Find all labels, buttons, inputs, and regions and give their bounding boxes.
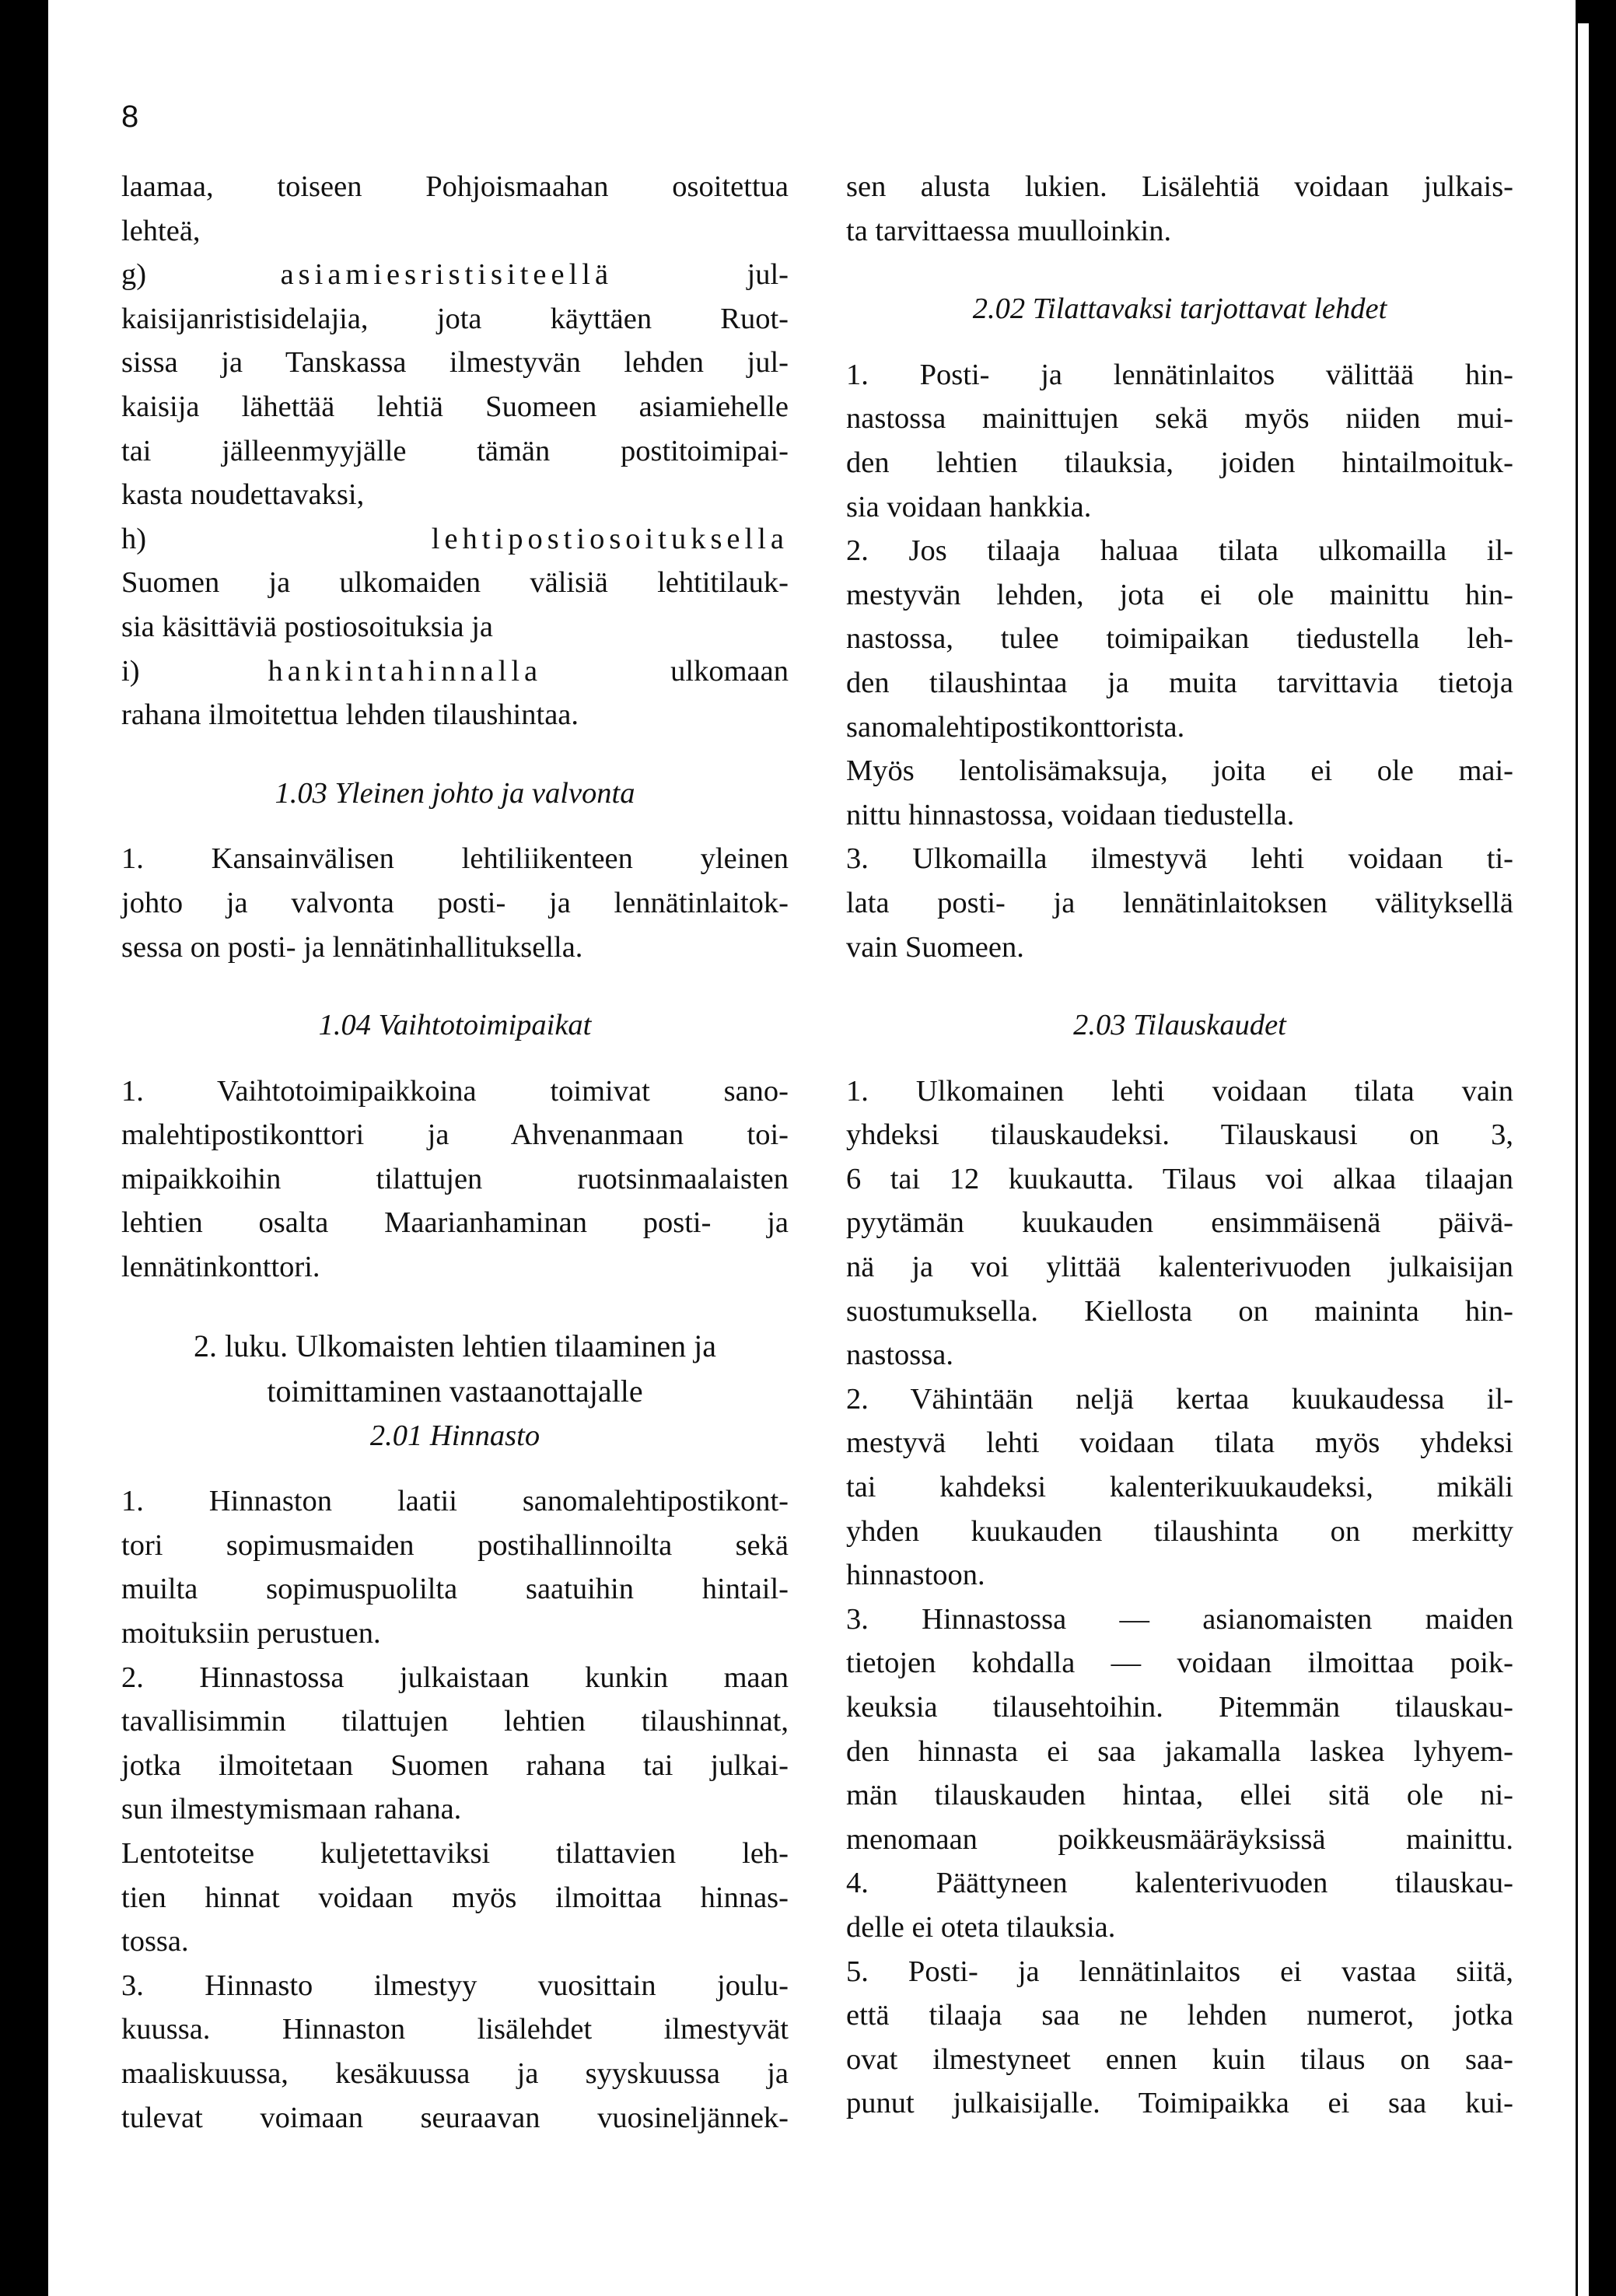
text-line: 2. Jos tilaaja haluaa tilata ulkomailla il- <box>846 534 1513 568</box>
section-heading-1-03: 1.03 Yleinen johto ja valvonta <box>275 776 635 810</box>
section-2-01-text <box>121 1479 789 2140</box>
item-i-spaced-term: hankintahinnalla <box>268 654 543 688</box>
text-line: män tilauskauden hintaa, ellei sitä ole ni- <box>846 1779 1513 1812</box>
text-line: kaisijanristisidelajia, jota käyttäen Ruot- <box>121 302 789 335</box>
text-line: kaisija lähettää lehtiä Suomeen asiamiehelle <box>121 390 789 423</box>
chapter-heading-line: 2. luku. Ulkomaisten lehtien tilaaminen ja <box>193 1328 717 1363</box>
item-h-line <box>121 517 789 562</box>
item-h-spaced-term: lehtipostiosoituksella <box>431 522 789 555</box>
text-line: sessa on posti- ja lennätinhallituksella. <box>121 930 583 964</box>
text-line: rahana ilmoitettua lehden tilaushintaa. <box>121 698 579 732</box>
text-line: johto ja valvonta posti- ja lennätinlaitok- <box>121 886 789 919</box>
text-line: laamaa, toiseen Pohjoismaahan osoitettua <box>121 170 789 203</box>
text-line: tien hinnat voidaan myös ilmoittaa hinnas- <box>121 1881 789 1914</box>
text-line: 2. Vähintään neljä kertaa kuukaudessa il- <box>846 1382 1513 1416</box>
text-line: den tilaushintaa ja muita tarvittavia tietoja <box>846 666 1513 699</box>
text-line: 3. Hinnastossa — asianomaisten maiden <box>846 1602 1513 1636</box>
text-line: 3. Hinnasto ilmestyy vuosittain joulu- <box>121 1969 789 2002</box>
text-line: 6 tai 12 kuukautta. Tilaus voi alkaa tilaajan <box>846 1162 1513 1195</box>
text-line: den lehtien tilauksia, joiden hintailmoituk- <box>846 446 1513 479</box>
section-heading-2-01: 2.01 Hinnasto <box>369 1419 540 1452</box>
item-h-prefix: h) <box>121 522 432 555</box>
text-line: ta tarvittaessa muulloinkin. <box>846 214 1172 247</box>
text-line: mipaikkoihin tilattujen ruotsinmaalaisten <box>121 1162 789 1195</box>
item-g-prefix: g) <box>121 258 281 292</box>
text-line: sia voidaan hankkia. <box>846 490 1092 523</box>
text-line: sissa ja Tanskassa ilmestyvän lehden jul- <box>121 346 789 380</box>
text-line: 1. Hinnaston laatii sanomalehtipostikont- <box>121 1485 789 1518</box>
text-line: että tilaaja saa ne lehden numerot, jotka <box>846 1999 1513 2032</box>
text-line: 4. Päättyneen kalenterivuoden tilauskau- <box>846 1867 1513 1900</box>
text-line: lehteä, <box>121 214 201 247</box>
text-line: Suomen ja ulkomaiden välisiä lehtitilauk- <box>121 566 789 600</box>
scan-edge-rule <box>1576 23 1589 2296</box>
text-line: nastossa, tulee toimipaikan tiedustella leh- <box>846 622 1513 656</box>
text-line: sia käsittäviä postiosoituksia ja <box>121 610 493 643</box>
text-line: nastossa mainittujen sekä myös niiden mui- <box>846 402 1513 436</box>
item-i-prefix: i) <box>121 654 268 688</box>
text-line: 2. Hinnastossa julkaistaan kunkin maan <box>121 1661 789 1694</box>
item-g-suffix: jul- <box>613 258 789 292</box>
text-line: Myös lentolisämaksuja, joita ei ole mai- <box>846 754 1513 788</box>
section-1-03-text <box>121 837 789 969</box>
text-line: ovat ilmestyneet ennen kuin tilaus on saa- <box>846 2042 1513 2076</box>
text-line: jotka ilmoitetaan Suomen rahana tai julkai- <box>121 1748 789 1782</box>
text-line: muilta sopimuspuolilta saatuihin hintail- <box>121 1573 789 1606</box>
text-line: maaliskuussa, kesäkuussa ja syyskuussa ja <box>121 2056 789 2090</box>
text-line: hinnastoon. <box>846 1559 985 1592</box>
text-line: vain Suomeen. <box>846 930 1024 964</box>
text-line: nä ja voi ylittää kalenterivuoden julkaisijan <box>846 1251 1513 1284</box>
chapter-heading <box>121 1324 789 1414</box>
text-line: 1. Vaihtotoimipaikkoina toimivat sano- <box>121 1074 789 1108</box>
text-line: tai jälleenmyyjälle tämän postitoimipai- <box>121 434 789 467</box>
right-intro-text <box>846 165 1513 253</box>
text-line: Lentoteitse kuljetettaviksi tilattavien leh- <box>121 1837 789 1870</box>
text-line: 1. Kansainvälisen lehtiliikenteen yleinen <box>121 842 789 876</box>
document-page <box>48 0 1576 2296</box>
page-number: 8 <box>121 100 139 134</box>
text-line: sanomalehtipostikonttorista. <box>846 710 1185 744</box>
section-heading-2-02: 2.02 Tilattavaksi tarjottavat lehdet <box>972 292 1387 326</box>
section-heading-2-03: 2.03 Tilauskaudet <box>1073 1009 1286 1042</box>
text-line: 3. Ulkomailla ilmestyvä lehti voidaan ti- <box>846 842 1513 876</box>
item-i-suffix: ulkomaan <box>542 654 789 688</box>
left-column <box>121 165 789 2140</box>
item-i-line <box>121 649 789 694</box>
text-line: sen alusta lukien. Lisälehtiä voidaan julkais- <box>846 170 1513 203</box>
text-line: 1. Ulkomainen lehti voidaan tilata vain <box>846 1074 1513 1108</box>
item-g-spaced-term: asiamiesristisiteellä <box>280 258 614 292</box>
text-line: kuussa. Hinnaston lisälehdet ilmestyvät <box>121 2013 789 2046</box>
section-1-04-text <box>121 1069 789 1290</box>
text-line: 1. Posti- ja lennätinlaitos välittää hin- <box>846 358 1513 391</box>
section-2-02-text <box>846 353 1513 969</box>
text-line: mestyvän lehden, jota ei ole mainittu hin- <box>846 578 1513 611</box>
text-line: sun ilmestymismaan rahana. <box>121 1793 462 1826</box>
item-g-line <box>121 253 789 297</box>
text-line: lennätinkonttori. <box>121 1251 320 1284</box>
text-line: tietojen kohdalla — voidaan ilmoittaa poik- <box>846 1647 1513 1680</box>
text-line: lata posti- ja lennätinlaitoksen välityksellä <box>846 886 1513 919</box>
text-line: keuksia tilausehtoihin. Pitemmän tilauskau- <box>846 1691 1513 1724</box>
section-2-03-text <box>846 1069 1513 2126</box>
text-line: nastossa. <box>846 1339 953 1372</box>
chapter-heading-line: toimittaminen vastaanottajalle <box>267 1373 643 1409</box>
text-line: punut julkaisijalle. Toimipaikka ei saa kui- <box>846 2087 1513 2120</box>
text-line: menomaan poikkeusmääräyksissä mainittu. <box>846 1822 1513 1856</box>
left-intro-text <box>121 165 789 737</box>
text-line: 5. Posti- ja lennätinlaitos ei vastaa siitä, <box>846 1955 1513 1988</box>
text-line: yhdeksi tilauskaudeksi. Tilauskausi on 3, <box>846 1118 1513 1152</box>
text-line: malehtipostikonttori ja Ahvenanmaan toi- <box>121 1118 789 1152</box>
text-line: tavallisimmin tilattujen lehtien tilaushinnat, <box>121 1705 789 1738</box>
text-line: tulevat voimaan seuraavan vuosineljännek- <box>121 2101 789 2134</box>
text-line: moituksiin perustuen. <box>121 1617 381 1650</box>
text-line: tossa. <box>121 1925 189 1958</box>
text-line: delle ei oteta tilauksia. <box>846 1910 1116 1944</box>
text-line: suostumuksella. Kiellosta on maininta hin- <box>846 1294 1513 1328</box>
text-line: yhden kuukauden tilaushinta on merkitty <box>846 1514 1513 1548</box>
text-line: lehtien osalta Maarianhaminan posti- ja <box>121 1206 789 1240</box>
text-line: mestyvä lehti voidaan tilata myös yhdeksi <box>846 1426 1513 1460</box>
section-heading-1-04: 1.04 Vaihtotoimipaikat <box>318 1009 592 1042</box>
text-line: kasta noudettavaksi, <box>121 478 365 512</box>
right-column <box>846 165 1513 2126</box>
text-line: den hinnasta ei saa jakamalla laskea lyhyem- <box>846 1734 1513 1768</box>
text-line: pyytämän kuukauden ensimmäisenä päivä- <box>846 1206 1513 1240</box>
text-line: tori sopimusmaiden postihallinnoilta sekä <box>121 1528 789 1562</box>
text-line: nittu hinnastossa, voidaan tiedustella. <box>846 798 1295 831</box>
text-line: tai kahdeksi kalenterikuukaudeksi, mikäli <box>846 1471 1513 1504</box>
